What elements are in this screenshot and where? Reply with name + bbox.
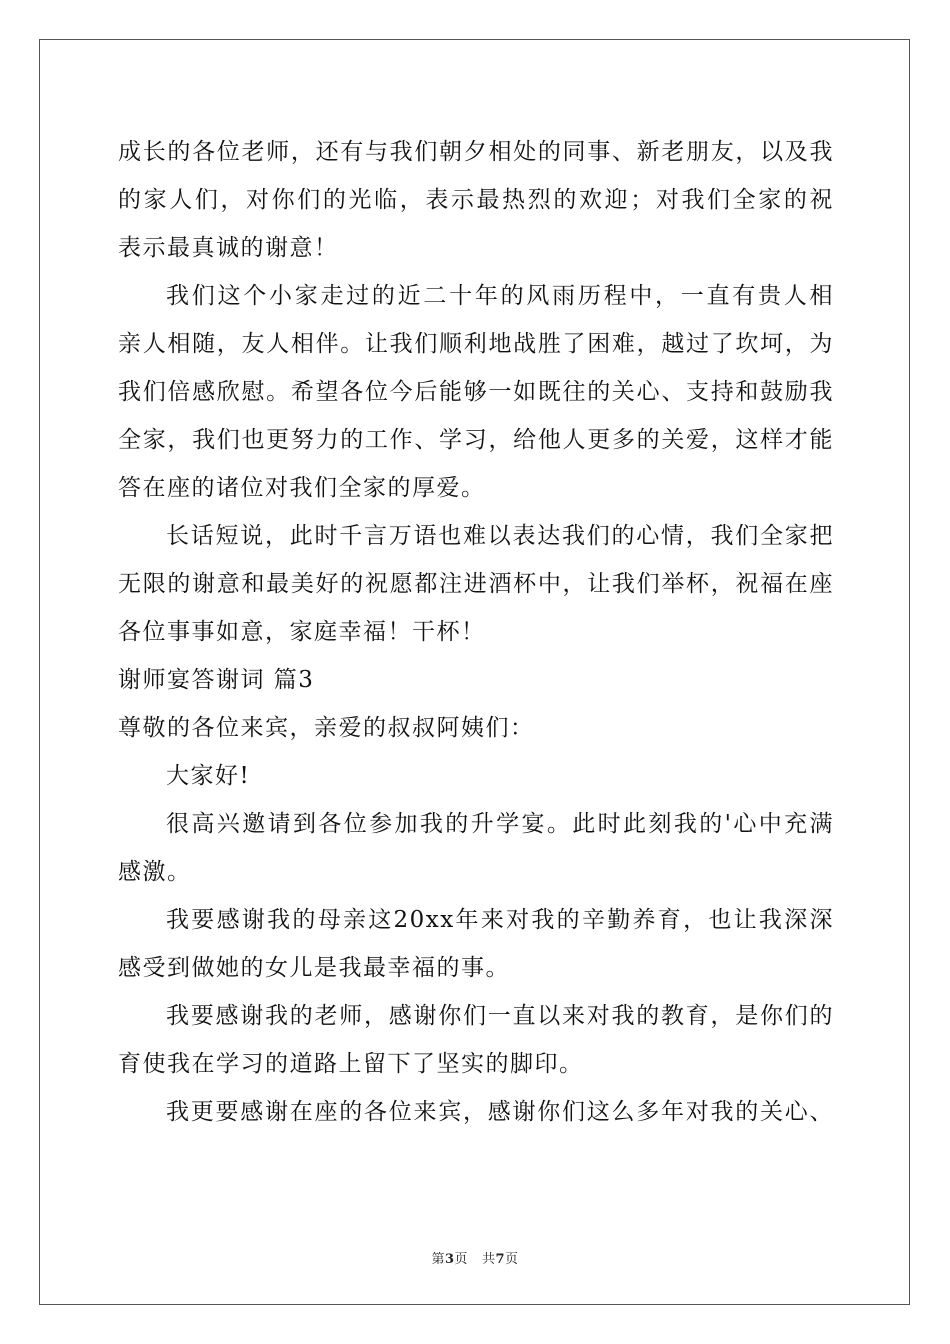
- text-line: 育使我在学习的道路上留下了坚实的脚印。: [118, 1051, 584, 1077]
- footer-total-prefix: 共: [481, 1252, 496, 1267]
- footer-total-unit: 页: [505, 1252, 519, 1267]
- text-line: 我们倍感欣慰。希望各位今后能够一如既往的关心、支持和鼓励我: [118, 379, 834, 405]
- text-line: 亲人相随，友人相伴。让我们顺利地战胜了困难，越过了坎坷，为: [118, 331, 834, 357]
- text-line: 感激。: [118, 859, 192, 885]
- page-footer: [0, 1248, 950, 1267]
- text-line: 无限的谢意和最美好的祝愿都注进酒杯中，让我们举杯，祝福在座: [118, 571, 834, 597]
- document-body: [118, 128, 834, 1136]
- total-pages-number: 7: [495, 1252, 506, 1267]
- text-line: 成长的各位老师，还有与我们朝夕相处的同事、新老朋友，以及我: [118, 139, 834, 165]
- text-line: 答在座的诸位对我们全家的厚爱。: [118, 475, 486, 501]
- text-line: 很高兴邀请到各位参加我的升学宴。此时此刻我的'心中充满: [166, 811, 834, 837]
- text-line: 我更要感谢在座的各位来宾，感谢你们这么多年对我的关心、: [166, 1099, 834, 1125]
- text-line: 感受到做她的女儿是我最幸福的事。: [118, 955, 510, 981]
- text-line: 各位事事如意，家庭幸福！干杯！: [118, 619, 486, 645]
- current-page-number: 3: [444, 1252, 455, 1267]
- salutation: 尊敬的各位来宾，亲爱的叔叔阿姨们：: [118, 715, 535, 741]
- footer-prefix: 第: [431, 1252, 445, 1267]
- text-line: 全家，我们也更努力的工作、学习，给他人更多的关爱，这样才能: [118, 427, 834, 453]
- text-line: 我要感谢我的老师，感谢你们一直以来对我的教育，是你们的: [166, 1003, 834, 1029]
- greeting: 大家好!: [166, 763, 251, 789]
- footer-page-unit: 页: [454, 1252, 469, 1267]
- text-line: 表示最真诚的谢意！: [118, 235, 339, 261]
- section-heading: 谢师宴答谢词 篇3: [118, 667, 315, 693]
- text-line: 我要感谢我的母亲这20xx年来对我的辛勤养育，也让我深深: [166, 907, 834, 933]
- text-line: 的家人们，对你们的光临，表示最热烈的欢迎；对我们全家的祝: [118, 187, 834, 213]
- text-line: 我们这个小家走过的近二十年的风雨历程中，一直有贵人相: [166, 283, 834, 309]
- text-line: 长话短说，此时千言万语也难以表达我们的心情，我们全家把: [166, 523, 834, 549]
